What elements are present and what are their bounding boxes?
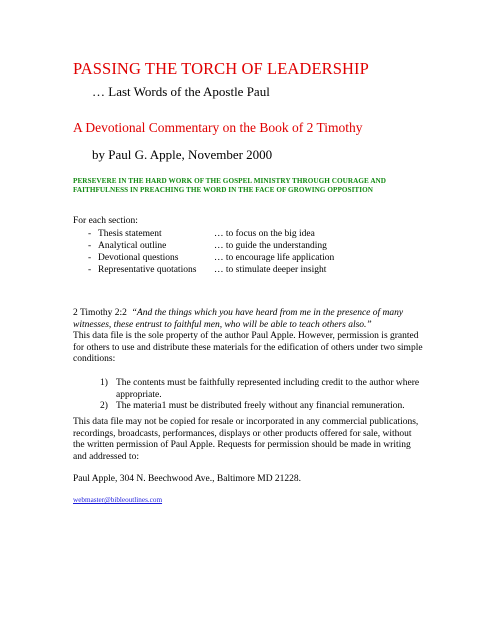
list-item: - Representative quotations … to stimulate deeper insight [88, 265, 327, 275]
commentary-title: A Devotional Commentary on the Book of 2 Timothy [73, 120, 363, 135]
list-item: - Thesis statement … to focus on the big idea [88, 229, 315, 239]
copy-restriction: This data file may not be copied for resale or incorporated in any commercial publications, recordings, broadcasts, performances, displays or other products offered for sale, without the written permission of Paul Apple. Requests for permission should be made in writing and addressed to: [73, 417, 419, 462]
sections-intro: For each section: [73, 216, 138, 226]
theme-statement: PERSEVERE IN THE HARD WORK OF THE GOSPEL MINISTRY THROUGH COURAGE AND FAITHFULNESS IN PREACHING THE WORD IN THE FACE OF GROWING OPPOSITION [73, 177, 387, 194]
document-title: PASSING THE TORCH OF LEADERSHIP [73, 59, 369, 78]
author-line: by Paul G. Apple, November 2000 [92, 147, 273, 162]
list-item: 1) The contents must be faithfully represented including credit to the author where appropriate. [100, 378, 420, 400]
list-item: - Devotional questions … to encourage life application [88, 253, 335, 263]
list-item: 2) The materia1 must be distributed freely without any financial remuneration. [100, 401, 405, 411]
verse-text: “And the things which you have heard from me in the presence of many witnesses, these entrust to faithful men, who will be able to teach others also.” [73, 308, 404, 330]
conditions-list [100, 378, 420, 413]
key-verse [73, 308, 423, 331]
email-link[interactable]: webmaster@bibleoutlines.com [73, 496, 163, 504]
document-subtitle: … Last Words of the Apostle Paul [92, 84, 270, 99]
mailing-address: Paul Apple, 304 N. Beechwood Ave., Baltimore MD 21228. [73, 474, 302, 484]
verse-reference: 2 Timothy 2:2 [73, 308, 127, 318]
sections-list [88, 228, 334, 276]
rights-statement: This data file is the sole property of the author Paul Apple. However, permission is granted for others to use and distribute these materials for the edification of others under two simple conditions: [73, 331, 423, 364]
list-item: - Analytical outline … to guide the understanding [88, 241, 327, 251]
